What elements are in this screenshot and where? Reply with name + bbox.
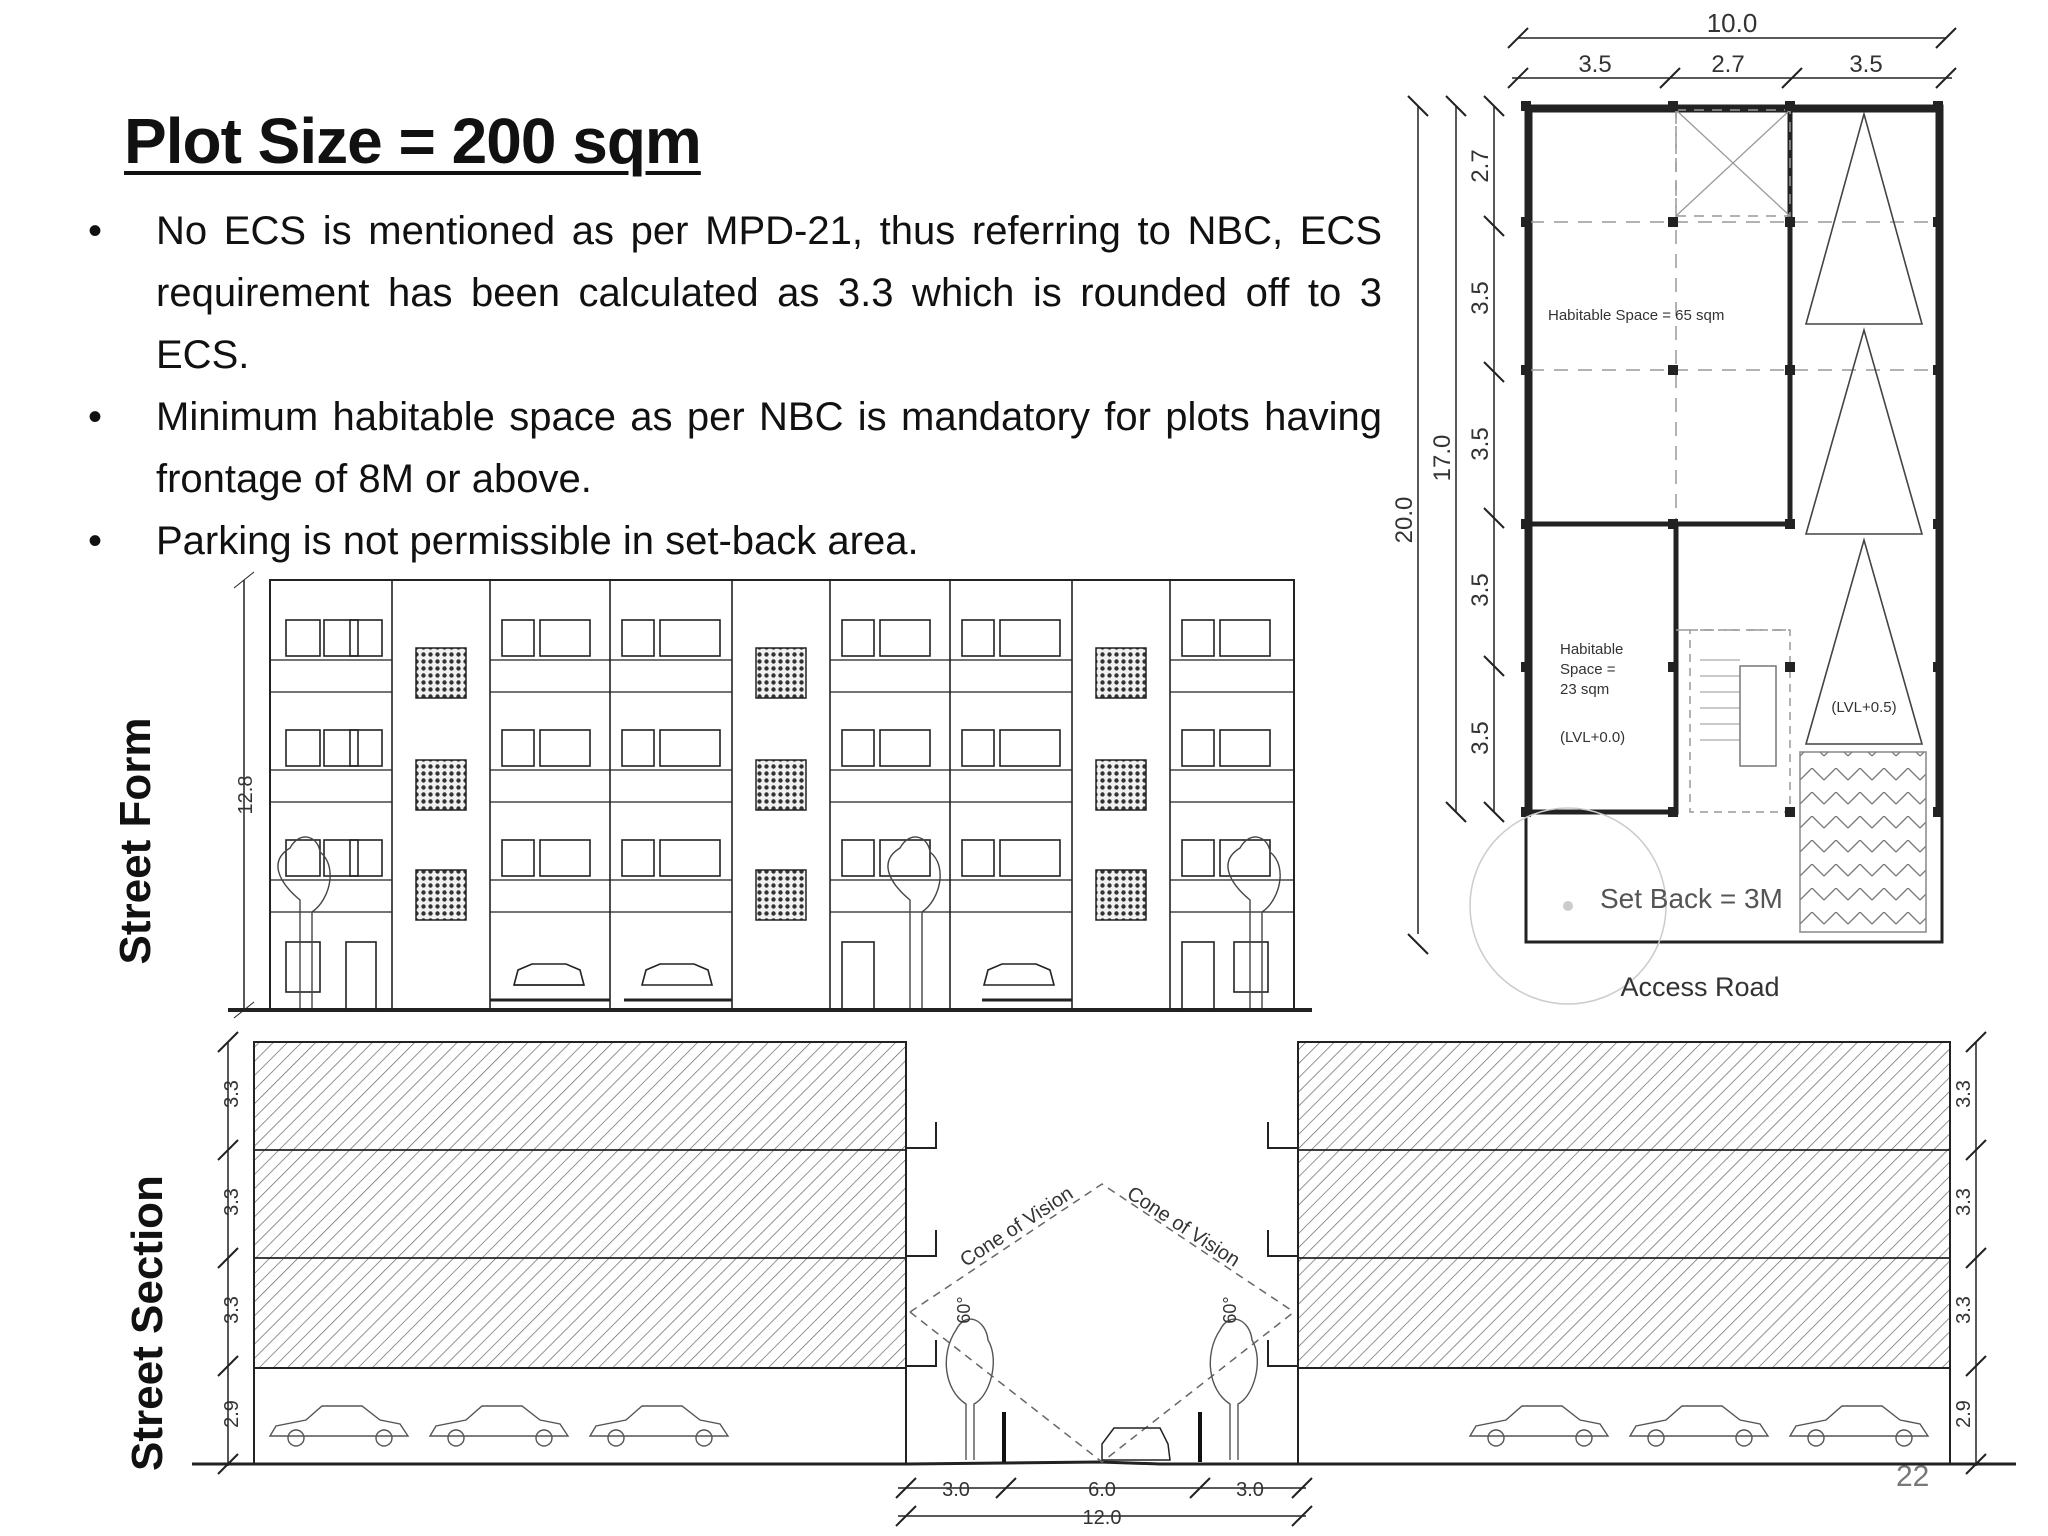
plan-dim-depth-4: 3.5 xyxy=(1467,573,1494,607)
parking-level-label: (LVL+0.5) xyxy=(1831,699,1897,716)
bullet-text: Parking is not permissible in set-back area. xyxy=(156,519,919,563)
plan-dim-width-1: 3.5 xyxy=(1578,51,1612,78)
bullet-text: No ECS is mentioned as per MPD-21, thus referring to NBC, ECS requirement has been calculated as 3.3 which is rounded off to 3 ECS. xyxy=(156,209,1382,377)
plan-dim-depth-1: 2.7 xyxy=(1467,149,1494,183)
section-left-dim-1: 3.3 xyxy=(221,1080,243,1108)
plan-dim-width-3: 3.5 xyxy=(1849,51,1883,78)
habitable-space-small-level: (LVL+0.0) xyxy=(1560,729,1626,746)
section-right-dim-3: 3.3 xyxy=(1953,1296,1975,1324)
street-form-label: Street Form xyxy=(111,717,160,965)
section-bottom-dim-1: 3.0 xyxy=(942,1479,970,1501)
street-section xyxy=(192,1032,2016,1526)
section-bottom-dim-3: 3.0 xyxy=(1236,1479,1264,1501)
cone-of-vision-left: Cone of Vision xyxy=(956,1182,1078,1272)
plan-dim-total-width: 10.0 xyxy=(1706,8,1758,38)
section-bottom-dim-2: 6.0 xyxy=(1088,1479,1116,1501)
plan-dim-depth-5: 3.5 xyxy=(1467,721,1494,755)
bullet-marker: • xyxy=(88,519,103,563)
section-right-dim-4: 2.9 xyxy=(1953,1400,1975,1428)
page-number: 22 xyxy=(1896,1460,1930,1493)
angle-left-label: 60° xyxy=(954,1296,974,1324)
section-right-dim-2: 3.3 xyxy=(1953,1188,1975,1216)
street-form-height-dim: 12.8 xyxy=(235,775,257,815)
habitable-space-small-line1: Habitable xyxy=(1560,641,1624,658)
bullet-text: Minimum habitable space as per NBC is mandatory for plots having frontage of 8M or above. xyxy=(156,395,1382,501)
street-section-label: Street Section xyxy=(123,1175,172,1471)
section-left-dim-2: 3.3 xyxy=(221,1188,243,1216)
bullet-marker: • xyxy=(88,209,103,253)
plan-dim-depth-2: 3.5 xyxy=(1467,281,1494,315)
plan-dim-built-depth: 17.0 xyxy=(1429,434,1456,482)
plan-dim-depth-3: 3.5 xyxy=(1467,427,1494,461)
habitable-space-small-line3: 23 sqm xyxy=(1560,681,1610,698)
bullet-marker: • xyxy=(88,395,103,439)
cone-of-vision-right: Cone of Vision xyxy=(1122,1182,1244,1272)
habitable-space-small-line2: Space = xyxy=(1560,661,1616,678)
section-bottom-total: 12.0 xyxy=(1082,1507,1122,1529)
section-right-dim-1: 3.3 xyxy=(1953,1080,1975,1108)
angle-right-label: 60° xyxy=(1220,1296,1240,1324)
habitable-space-large-label: Habitable Space = 65 sqm xyxy=(1548,307,1725,324)
access-road-label: Access Road xyxy=(1620,972,1780,1002)
slide-title: Plot Size = 200 sqm xyxy=(124,105,701,177)
section-left-dim-3: 3.3 xyxy=(221,1296,243,1324)
plan-dim-total-depth: 20.0 xyxy=(1391,496,1418,544)
plan-dim-width-2: 2.7 xyxy=(1711,51,1745,78)
street-elevation xyxy=(228,572,1312,1018)
setback-label: Set Back = 3M xyxy=(1600,883,1783,914)
section-left-dim-4: 2.9 xyxy=(221,1400,243,1428)
